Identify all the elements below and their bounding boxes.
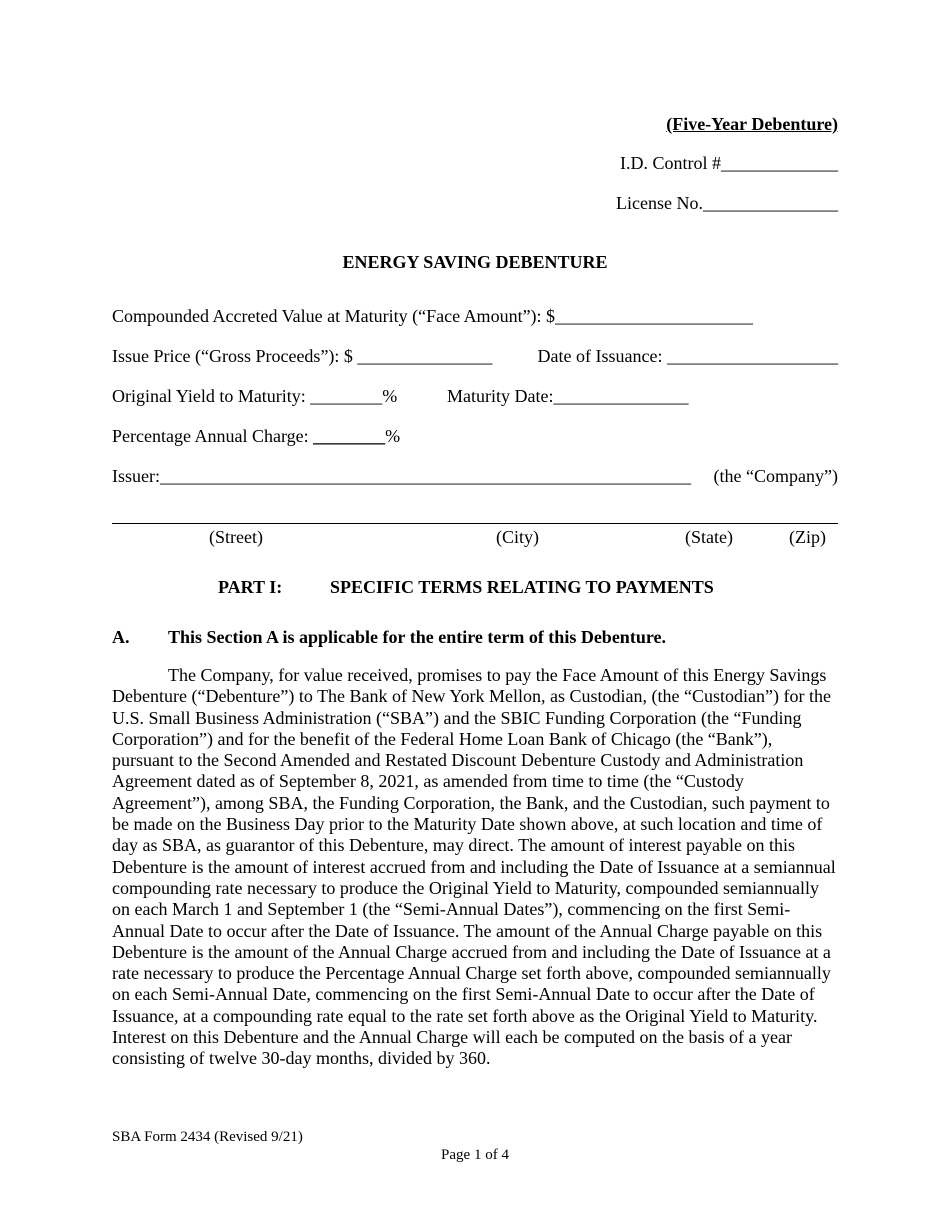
id-control-field: I.D. Control #_____________	[620, 153, 838, 173]
address-line	[112, 523, 838, 524]
terms-paragraph: The Company, for value received, promises to pay the Face Amount of this Energy Savings Debenture (“Debenture”) to The Bank of New York Mellon, as Custodian, (the “Custodian”) for the U.S. Small Business Administration (“SBA”) and the SBIC Funding Corporation (the “Funding Corporation”) and for the benefit of the Federal Home Loan Bank of Chicago (the “Bank”), pursuant to the Second Amended and Restated Discount Debenture Custody and Administration Agreement dated as of September 8, 2021, as amended from time to time (the “Custody Agreement”), among SBA, the Funding Corporation, the Bank, and the Custodian, such payment to be made on the Business Day prior to the Maturity Date shown above, at such location and time of day as SBA, as guarantor of this Debenture, may direct. The amount of interest payable on this Debenture is the amount of interest accrued from and including the Date of Issuance at a semiannual compounding rate necessary to produce the Original Yield to Maturity, compounded semiannually on each March 1 and September 1 (the “Semi-Annual Dates”), commencing on the first Semi-Annual Date to occur after the Date of Issuance. The amount of the Annual Charge payable on this Debenture is the amount of the Annual Charge accrued from and including the Date of Issuance at a rate necessary to produce the Percentage Annual Charge set forth above, compounded semiannually on each Semi-Annual Date, commencing on the first Semi-Annual Date to occur after the Date of Issuance, at a compounding rate equal to the rate set forth above as the Original Yield to Maturity. Interest on this Debenture and the Annual Charge will each be computed on the basis of a year consisting of twelve 30-day months, divided by 360.	[112, 665, 836, 1069]
form-number: SBA Form 2434 (Revised 9/21)	[112, 1129, 303, 1145]
original-yield-field: Original Yield to Maturity: ________%	[112, 386, 398, 406]
annual-charge-percent: %	[385, 426, 401, 446]
annual-charge-field	[112, 425, 400, 447]
issuer-field: Issuer:___________________________________________________________	[112, 466, 691, 486]
date-of-issuance-field: Date of Issuance: ___________________	[537, 346, 838, 366]
maturity-date-field: Maturity Date:_______________	[447, 386, 689, 406]
section-title: This Section A is applicable for the entire term of this Debenture.	[168, 627, 666, 647]
section-letter: A.	[112, 627, 130, 647]
zip-label: (Zip)	[789, 527, 826, 547]
face-amount-field: Compounded Accreted Value at Maturity (“Face Amount”): $______________________	[112, 306, 754, 326]
issue-price-field: Issue Price (“Gross Proceeds”): $ _______________	[112, 346, 493, 366]
part-number: PART I:	[218, 577, 283, 597]
document-title: ENERGY SAVING DEBENTURE	[342, 252, 608, 272]
part-title: SPECIFIC TERMS RELATING TO PAYMENTS	[330, 577, 714, 597]
annual-charge-label: Percentage Annual Charge:	[112, 426, 314, 446]
annual-charge-blank: ________	[313, 426, 386, 446]
state-label: (State)	[685, 527, 733, 547]
street-label: (Street)	[209, 527, 263, 547]
license-no-field: License No._______________	[616, 193, 838, 213]
city-label: (City)	[496, 527, 539, 547]
debenture-type: (Five-Year Debenture)	[666, 114, 838, 134]
the-company-label: (the “Company”)	[713, 466, 838, 486]
page-number: Page 1 of 4	[441, 1147, 509, 1163]
